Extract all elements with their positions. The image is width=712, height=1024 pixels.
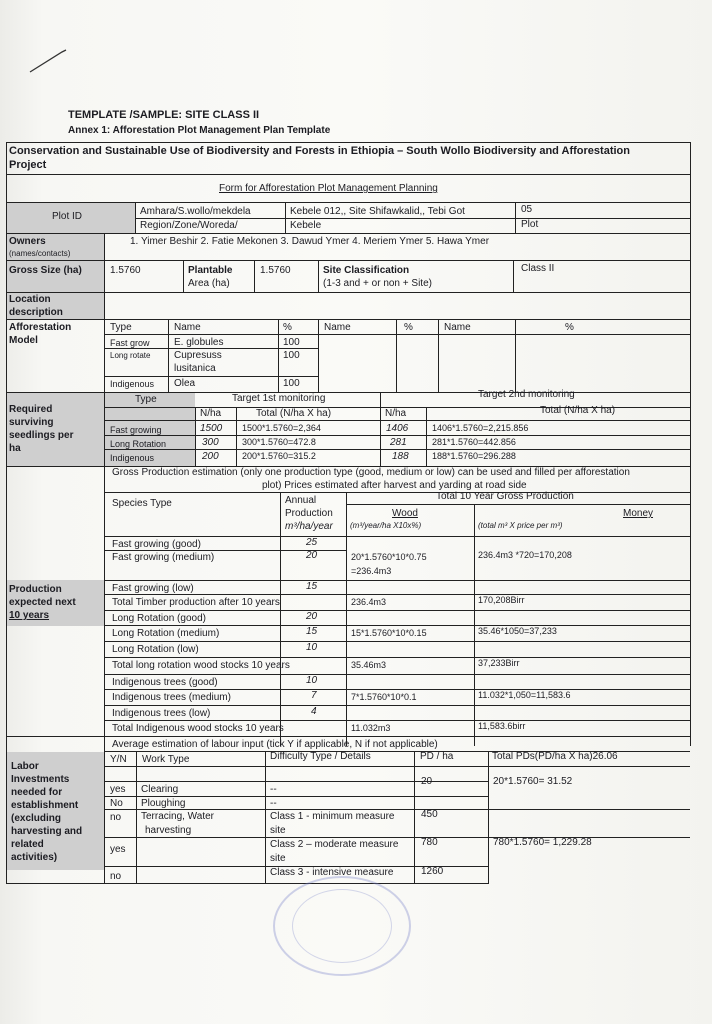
plantable-value: 1.5760 (260, 265, 291, 276)
plot-label: Plot (521, 219, 539, 230)
labor-row-difficulty: -- (270, 798, 277, 809)
seedlings-header-target2: Target 2nd monitoring (478, 389, 575, 400)
seedlings-header-nha: N/ha (200, 408, 222, 419)
production-total-row: Total long rotation wood stocks 10 years (112, 660, 290, 671)
production-row-type: Fast growing (medium) (112, 552, 215, 563)
production-row-money: 236.4m3 *720=170,208 (478, 550, 572, 560)
labor-label-7: related (11, 839, 44, 850)
model-row-type: Indigenous (110, 379, 155, 389)
production-row-wood: 20*1.5760*10*0.75 (351, 552, 427, 562)
seedlings-row-type: Fast growing (110, 425, 162, 435)
production-total-row: Total Timber production after 10 years (112, 597, 280, 608)
production-intro: Gross Production estimation (only one production type (good, medium or low) can be used and filled per afforestation (112, 467, 630, 478)
production-row-money: 170,208Birr (478, 595, 525, 605)
labor-intro: Average estimation of labour input (tick Y if applicable, N if not applicable) (112, 739, 438, 750)
seedlings-row-t2: 188*1.5760=296.288 (432, 451, 516, 461)
production-intro-cont: plot) Prices estimated after harvest and yarding at road side (262, 480, 527, 491)
labor-row-difficulty: Class 2 – moderate measure (270, 839, 399, 850)
production-header-species: Species Type (112, 498, 172, 509)
labor-row-yn: yes (110, 844, 126, 855)
production-row-type: Indigenous trees (good) (112, 677, 218, 688)
production-row-wood: 35.46m3 (351, 660, 387, 670)
seedlings-row-n2: 281 (390, 437, 407, 448)
gross-size-label: Gross Size (ha) (9, 265, 82, 276)
project-title-cont: Project (9, 159, 47, 171)
labor-row-pd: 20 (421, 776, 433, 787)
model-row-type: Long rotate (110, 351, 151, 360)
site-class-sublabel: (1-3 and + or non + Site) (323, 278, 432, 289)
labor-row-difficulty-cont: site (270, 825, 286, 836)
production-header-money: Money (623, 508, 654, 519)
model-header-name3: Name (444, 322, 471, 333)
seedlings-row-t1: 300*1.5760=472.8 (242, 437, 316, 447)
seedlings-label-3: seedlings per (9, 430, 74, 441)
model-row-name: Cupresuss (174, 350, 222, 361)
production-row-annual: 20 (306, 611, 318, 622)
labor-row-work: Terracing, Water (141, 811, 214, 822)
seedlings-row-n1: 300 (202, 437, 219, 448)
gross-size-value: 1.5760 (110, 265, 141, 276)
seedlings-row-t1: 200*1.5760=315.2 (242, 451, 316, 461)
production-row-annual: 10 (306, 675, 318, 686)
labor-row-total: 20*1.5760= 31.52 (493, 776, 573, 787)
seedlings-label: Required (9, 404, 53, 415)
production-row-money: 11.032*1,050=11,583.6 (478, 690, 571, 700)
model-row-name: E. globules (174, 337, 224, 348)
production-row-money: 35.46*1050=37,233 (478, 626, 557, 636)
production-row-type: Long Rotation (good) (112, 613, 206, 624)
production-header-wood-sub: (m³/year/ha X10x%) (350, 521, 422, 530)
production-row-type: Long Rotation (medium) (112, 628, 220, 639)
production-row-wood: 236.4m3 (351, 597, 387, 607)
pen-mark-icon (28, 46, 68, 74)
labor-label-3: needed for (11, 787, 63, 798)
seedlings-row-n1: 200 (202, 451, 219, 462)
model-row-pct: 100 (283, 378, 300, 389)
labor-label-8: activities) (11, 852, 58, 863)
site-class-label: Site Classification (323, 265, 410, 276)
production-row-wood: 7*1.5760*10*0.1 (351, 692, 417, 702)
seedlings-header-target1: Target 1st monitoring (232, 393, 326, 404)
production-row-money: 37,233Birr (478, 658, 520, 668)
production-label: Production (9, 584, 62, 595)
production-row-type: Fast growing (good) (112, 539, 201, 550)
labor-label: Labor (11, 761, 39, 772)
plantable-sublabel: Area (ha) (188, 278, 230, 289)
model-row-type: Fast grow (110, 338, 150, 348)
seedlings-label-4: ha (9, 443, 21, 454)
model-header-name2: Name (324, 322, 351, 333)
kebele-label: Kebele (290, 220, 322, 231)
production-header-wood: Wood (392, 508, 418, 519)
model-header-pct: % (283, 322, 292, 333)
production-header-money-sub: (total m³ X price per m³) (478, 521, 563, 530)
seedlings-row-n2: 188 (392, 451, 409, 462)
form-title: Form for Afforestation Plot Management Planning (219, 183, 438, 194)
model-row-name-cont: lusitanica (174, 363, 216, 374)
annex-title: Annex 1: Afforestation Plot Management Plan Template (68, 125, 331, 136)
labor-header-work: Work Type (142, 754, 190, 765)
seedlings-row-type: Long Rotation (110, 439, 167, 449)
production-row-wood: 11.032m3 (351, 723, 391, 733)
model-label: Afforestation (9, 322, 72, 333)
labor-row-yn: No (110, 798, 123, 809)
production-header-annual: Annual (285, 495, 317, 506)
site-class-value: Class II (521, 263, 555, 274)
production-header-annual-unit: m³/ha/year (285, 521, 333, 532)
labor-row-total: 780*1.5760= 1,229.28 (493, 837, 592, 848)
seedlings-row-n2: 1406 (386, 423, 409, 434)
production-header-total: Total 10 Year Gross Production (436, 491, 574, 502)
seedlings-row-type: Indigenous (110, 453, 155, 463)
model-row-pct: 100 (283, 350, 300, 361)
seedlings-row-n1: 1500 (200, 423, 223, 434)
labor-row-pd: 1260 (421, 866, 444, 877)
plot-id-label: Plot ID (52, 211, 83, 222)
seedlings-row-t2: 281*1.5760=442.856 (432, 437, 516, 447)
labor-row-work: Ploughing (141, 798, 186, 809)
model-row-pct: 100 (283, 337, 300, 348)
labor-label-4: establishment (11, 800, 79, 811)
production-row-type: Fast growing (low) (112, 583, 194, 594)
production-row-annual: 25 (306, 537, 318, 548)
owners-sublabel: (names/contacts) (9, 249, 71, 258)
labor-header-pd: PD / ha (420, 751, 454, 762)
labor-label-6: harvesting and (11, 826, 83, 837)
labor-row-difficulty: Class 3 - intensive measure (270, 867, 394, 878)
production-label-2: expected next (9, 597, 76, 608)
owners-value: 1. Yimer Beshir 2. Fatie Mekonen 3. Dawud Ymer 4. Meriem Ymer 5. Hawa Ymer (130, 236, 490, 247)
seedlings-header-total: Total (N/ha X ha) (256, 408, 332, 419)
production-row-type: Long Rotation (low) (112, 644, 199, 655)
labor-row-difficulty: -- (270, 784, 277, 795)
production-row-annual: 7 (311, 690, 317, 701)
production-total-row: Total Indigenous wood stocks 10 years (112, 723, 284, 734)
plantable-label: Plantable (188, 265, 233, 276)
labor-row-yn: yes (110, 784, 126, 795)
model-row-name: Olea (174, 378, 196, 389)
production-header-annual-2: Production (285, 508, 333, 519)
labor-label-2: Investments (11, 774, 70, 785)
labor-label-5: (excluding (11, 813, 62, 824)
template-title: TEMPLATE /SAMPLE: SITE CLASS II (68, 109, 260, 121)
plot-number: 05 (521, 204, 533, 215)
labor-header-total: Total PDs(PD/ha X ha)26.06 (492, 751, 618, 762)
labor-row-yn: no (110, 812, 122, 823)
labor-row-difficulty: Class 1 - minimum measure (270, 811, 395, 822)
production-label-3: 10 years (9, 610, 50, 621)
production-row-wood: 15*1.5760*10*0.15 (351, 628, 427, 638)
model-label-cont: Model (9, 335, 38, 346)
seedlings-row-t2: 1406*1.5760=2,215.856 (432, 423, 529, 433)
labor-header-difficulty: Difficulty Type / Details (270, 751, 371, 762)
production-row-annual: 4 (311, 706, 317, 717)
labor-row-work-cont: harvesting (145, 825, 192, 836)
production-row-money: 11,583.6birr (478, 721, 526, 731)
location-label-cont: description (9, 307, 63, 318)
region-value: Amhara/S.wollo/mekdela (140, 206, 251, 217)
labor-row-work: Clearing (141, 784, 179, 795)
labor-row-pd: 780 (421, 837, 438, 848)
kebele-value: Kebele 012,, Site Shifawkalid,, Tebi Got (290, 206, 465, 217)
owners-label: Owners (9, 236, 46, 247)
model-header-pct3: % (565, 322, 574, 333)
seedlings-label-2: surviving (9, 417, 54, 428)
labor-row-pd: 450 (421, 809, 438, 820)
location-label: Location (9, 294, 51, 305)
model-header-type: Type (110, 322, 132, 333)
labor-row-difficulty-cont: site (270, 853, 286, 864)
labor-row-yn: no (110, 871, 122, 882)
stamp-seal-inner-icon (292, 889, 392, 963)
production-row-annual: 10 (306, 642, 318, 653)
labor-header-yn: Y/N (110, 754, 127, 765)
production-row-type: Indigenous trees (medium) (112, 692, 231, 703)
production-row-annual: 15 (306, 626, 318, 637)
production-row-type: Indigenous trees (low) (112, 708, 211, 719)
model-header-pct2: % (404, 322, 413, 333)
production-row-annual: 15 (306, 581, 318, 592)
seedlings-header-type: Type (135, 394, 157, 405)
region-label: Region/Zone/Woreda/ (140, 220, 238, 231)
model-header-name: Name (174, 322, 201, 333)
seedlings-header-nha2: N/ha (385, 408, 407, 419)
production-row-annual: 20 (306, 550, 318, 561)
project-title: Conservation and Sustainable Use of Biodiversity and Forests in Ethiopia – South Wollo Biodiversity and Afforestation (9, 145, 630, 157)
production-row-wood-cont: =236.4m3 (351, 566, 392, 576)
seedlings-header-total2: Total (N/ha X ha) (540, 405, 616, 416)
seedlings-row-t1: 1500*1.5760=2,364 (242, 423, 321, 433)
